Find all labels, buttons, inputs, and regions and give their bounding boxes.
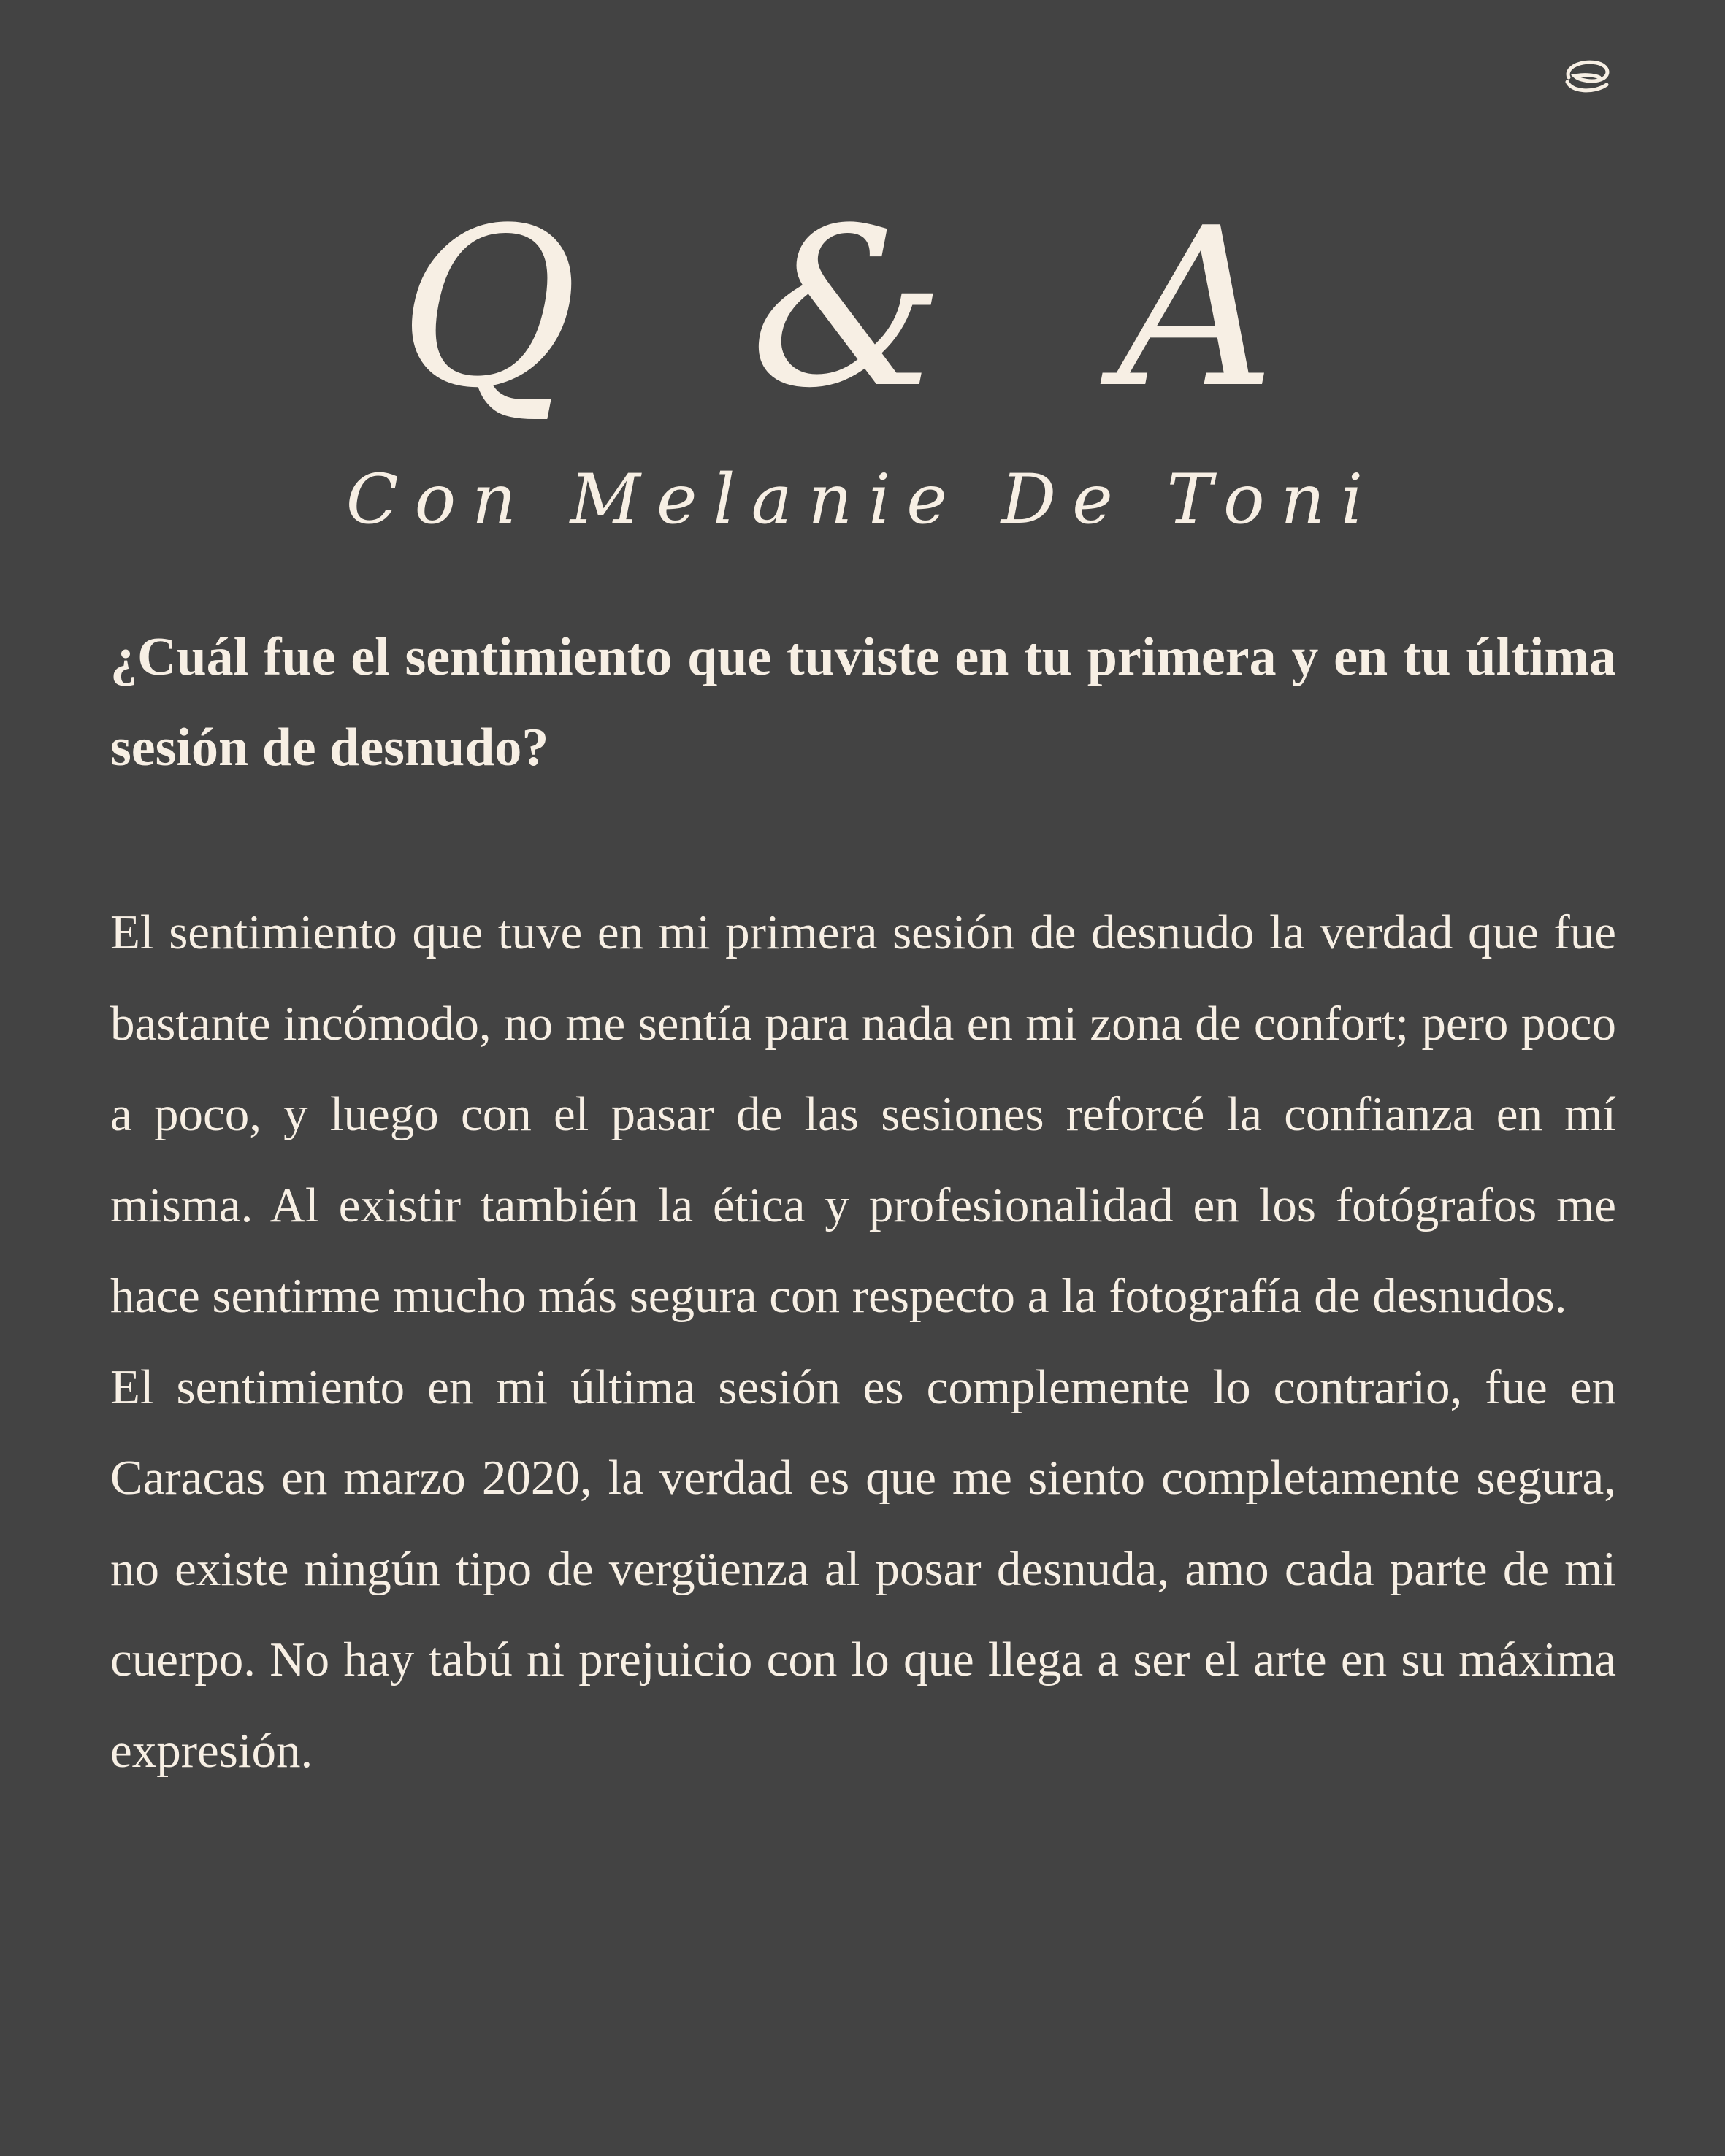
question-heading: ¿Cuál fue el sentimiento que tuviste en tu primera y en tu última sesión de desnudo?: [110, 627, 1616, 778]
answer-body: [110, 887, 1616, 1796]
page-subtitle: Con Melanie De Toni: [345, 460, 1380, 540]
page-title: Q & A: [398, 181, 1327, 436]
swirl-logo-icon: [1561, 55, 1614, 96]
answer-paragraph: El sentimiento en mi última sesión es complemente lo contrario, fue en Caracas en marzo 2020, la verdad es que me siento completamente segura, no existe ningún tipo de vergüenza al posar desnuda, amo cada parte de mi cuerpo. No hay tabú ni prejuicio con lo que llega a ser el arte en su máxima expresión.: [110, 1359, 1616, 1778]
answer-paragraph: El sentimiento que tuve en mi primera sesión de desnudo la verdad que fue bastante incómodo, no me sentía para nada en mi zona de confort; pero poco a poco, y luego con el pasar de las sesiones reforcé la confianza en mí misma. Al existir también la ética y profesionalidad en los fotógrafos me hace sentirme mucho más segura con respecto a la fotografía de desnudos.: [110, 905, 1616, 1323]
